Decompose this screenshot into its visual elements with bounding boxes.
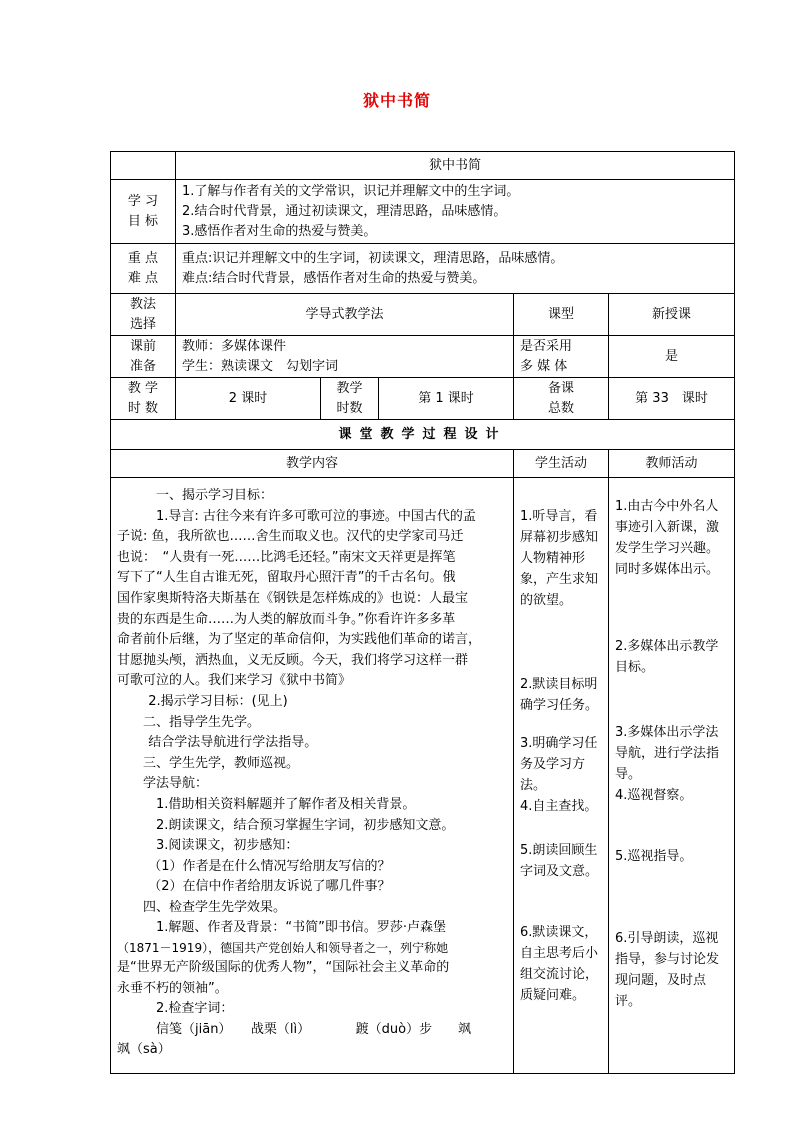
method-label: 教法 选择: [111, 294, 176, 336]
teacher-activities-cell: [609, 478, 735, 1074]
teacher-activity: 6.引导朗读，巡视指导，参与讨论发现问题，及时点评。: [615, 931, 720, 1009]
key-points-label: 重 点 难 点: [111, 244, 176, 294]
hours-row: [111, 378, 735, 420]
student-activity: 5.朗读回顾生字词及文意。: [520, 843, 599, 879]
lesson-plan-table: [110, 151, 735, 1074]
header-row: [111, 152, 735, 180]
student-activity: 6.默读课文，自主思考后小组交流讨论，质疑问难。: [520, 925, 599, 1003]
content-line: 1.解题、作者及背景：“书简”即书信。罗莎·卢森堡: [156, 920, 447, 936]
teaching-content-cell: [111, 478, 514, 1074]
teacher-activity: 2.多媒体出示教学目标。: [615, 639, 719, 675]
student-activity: 2.默读目标明确学习任务。: [520, 677, 599, 713]
objective-item: 1.了解与作者有关的文学常识，识记并理解文中的生字词。: [182, 183, 520, 199]
teacher-activity: 3.多媒体出示学法导航，进行学法指导。: [615, 725, 720, 782]
content-line: 结合学法导航进行学法指导。: [148, 735, 318, 751]
teacher-activity: 1.由古今中外名人事迹引入新课，激发学生学习兴趣。同时多媒体出示。: [615, 499, 720, 577]
document-title: 狱中书简: [362, 91, 431, 110]
section-title-row: [111, 420, 735, 450]
student-activity: 3.明确学习任务及学习方法。: [520, 736, 598, 793]
content-line: 是“世界无产阶级国际的优秀人物”，“国际社会主义革命的: [117, 960, 450, 976]
content-line: 2.朗读课文，结合预习掌握生字词，初步感知文意。: [156, 817, 455, 833]
key-point-text: 重点:识记并理解文中的生字词，初读课文，理清思路，品味感情。: [182, 250, 564, 266]
content-line: 贵的东西是生命……为人类的解放而斗争。”你看许许多多革: [117, 611, 456, 627]
objectives-label: 学 习 目 标: [111, 180, 176, 244]
hours-value: 2 课时: [176, 378, 321, 420]
content-line: 三、学生先学，教师巡视。: [143, 755, 300, 771]
content-line: 子说: 鱼，我所欲也……舍生而取义也。汉代的史学家司马迁: [117, 529, 464, 545]
content-line: 3.阅读课文，初步感知：: [156, 838, 299, 854]
multimedia-label: 是否采用 多 媒 体: [514, 336, 609, 378]
prep-label: 课前 准备: [111, 336, 176, 378]
hours-label: 教 学 时 数: [111, 378, 176, 420]
prep-content: 教师：多媒体课件 学生：熟读课文 勾划字词: [176, 336, 514, 378]
course-type-label: 课型: [514, 294, 609, 336]
column-header-teacher: 教师活动: [609, 450, 735, 478]
content-line: 飒（sà）: [117, 1042, 171, 1058]
content-line: 可歌可泣的人。我们来学习《狱中书简》: [117, 673, 352, 689]
student-activity: 1.听导言，看屏幕初步感知人物精神形象，产生求知的欲望。: [520, 509, 599, 608]
content-line: 写下了“人生自古谁无死，留取丹心照汗青”的千古名句。俄: [117, 570, 456, 586]
objective-item: 3.感悟作者对生命的热爱与赞美。: [182, 223, 377, 239]
lesson-title-cell: 狱中书简: [176, 152, 735, 180]
objective-item: 2.结合时代背景，通过初读课文，理清思路，品味感情。: [182, 203, 507, 219]
content-line: 二、指导学生先学。: [143, 714, 261, 730]
header-empty-cell: [111, 152, 176, 180]
teach-hours-label: 教学 时数: [321, 378, 379, 420]
content-line: 一、揭示学习目标：: [156, 488, 274, 503]
content-line: 甘愿抛头颅，洒热血，义无反顾。今天，我们将学习这样一群: [117, 652, 469, 668]
method-value: 学导式教学法: [176, 294, 514, 336]
difficult-point-text: 难点:结合时代背景，感悟作者对生命的热爱与赞美。: [182, 270, 486, 286]
teacher-activity: 5.巡视指导。: [615, 849, 693, 864]
prep-total-label: 备课 总数: [514, 378, 609, 420]
student-activity: 4.自主查找。: [520, 799, 598, 814]
prep-total-value: 第 33 课时: [609, 378, 735, 420]
content-line: 学法导航：: [143, 776, 209, 792]
content-line: （1871－1919），德国共产党创始人和领导者之一，列宁称她: [117, 941, 449, 956]
course-type-value: 新授课: [609, 294, 735, 336]
content-line: （1）作者是在什么情况写给朋友写信的？: [148, 858, 391, 874]
student-activities-cell: [514, 478, 609, 1074]
teach-hours-value: 第 1 课时: [379, 378, 514, 420]
content-line: 四、检查学生先学效果。: [143, 899, 287, 915]
objectives-content: [176, 180, 735, 244]
content-line: 也说： “人贵有一死……比鸿毛还轻。”南宋文天祥更是挥笔: [117, 549, 456, 565]
content-line: 国作家奥斯特洛夫斯基在《钢铁是怎样炼成的》也说：人最宝: [117, 590, 469, 606]
key-points-content: [176, 244, 735, 294]
content-line: 命者前仆后继，为了坚定的革命信仰，为实践他们革命的诺言，: [117, 632, 482, 648]
content-line: 信笺（jiān） 战栗（lì） 踱（duò）步 飒: [156, 1021, 472, 1037]
content-line: 2.检查字词：: [156, 1001, 234, 1017]
column-header-content: 教学内容: [111, 450, 514, 478]
column-header-row: [111, 450, 735, 478]
content-line: 永垂不朽的领袖”。: [117, 980, 228, 996]
key-points-row: [111, 244, 735, 294]
prep-row: [111, 336, 735, 378]
objectives-row: [111, 180, 735, 244]
section-title: 课堂教学过程设计: [111, 420, 735, 450]
content-line: 2.揭示学习目标：(见上): [148, 693, 288, 709]
teacher-activity: 4.巡视督察。: [615, 788, 693, 803]
method-row: [111, 294, 735, 336]
content-line: 1.借助相关资料解题并了解作者及相关背景。: [156, 796, 416, 812]
content-line: 1.导言: 古往今来有许多可歌可泣的事迹。中国古代的孟: [156, 508, 476, 524]
column-header-student: 学生活动: [514, 450, 609, 478]
process-row: [111, 478, 735, 1074]
content-line: （2）在信中作者给朋友诉说了哪几件事？: [148, 879, 391, 895]
multimedia-value: 是: [609, 336, 735, 378]
